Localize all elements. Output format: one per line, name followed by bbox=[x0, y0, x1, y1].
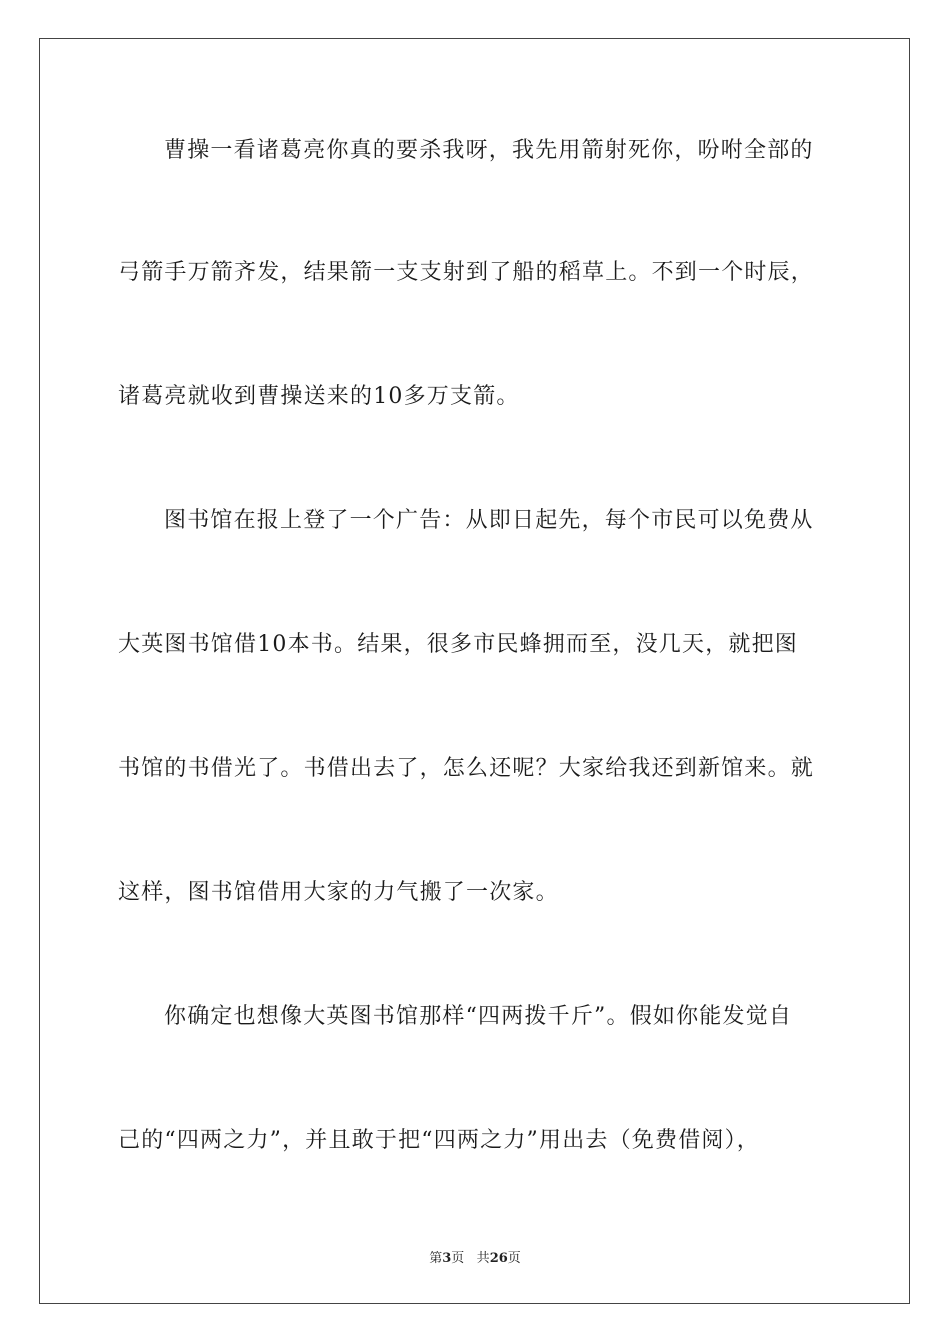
paragraph-3-line-1: 你确定也想像大英图书馆那样“四两拨千斤”。假如你能发觉自 bbox=[164, 1004, 793, 1029]
page-footer bbox=[0, 1247, 950, 1266]
footer-total-prefix: 共 bbox=[476, 1251, 490, 1266]
footer-page-current: 3 bbox=[442, 1251, 452, 1266]
paragraph-1-line-1: 曹操一看诸葛亮你真的要杀我呀，我先用箭射死你，吩咐全部的 bbox=[164, 138, 814, 163]
paragraph-2-line-4: 这样，图书馆借用大家的力气搬了一次家。 bbox=[118, 880, 559, 905]
paragraph-1-line-2: 弓箭手万箭齐发，结果箭一支支射到了船的稻草上。不到一个时辰， bbox=[118, 260, 815, 285]
paragraph-2-line-1: 图书馆在报上登了一个广告：从即日起先，每个市民可以免费从 bbox=[164, 508, 814, 533]
paragraph-2-line-3: 书馆的书借光了。书借出去了，怎么还呢？大家给我还到新馆来。就 bbox=[118, 756, 815, 781]
page-border bbox=[39, 38, 910, 1304]
paragraph-3-line-2: 己的“四两之力”，并且敢于把“四两之力”用出去（免费借阅）， bbox=[118, 1128, 760, 1153]
footer-page-suffix: 页 bbox=[451, 1251, 465, 1266]
footer-page-prefix: 第 bbox=[429, 1251, 443, 1266]
paragraph-2-line-2: 大英图书馆借10本书。结果，很多市民蜂拥而至，没几天，就把图 bbox=[118, 632, 798, 657]
paragraph-1-line-3: 诸葛亮就收到曹操送来的10多万支箭。 bbox=[118, 384, 520, 409]
footer-page-total: 26 bbox=[489, 1251, 508, 1266]
footer-total-suffix: 页 bbox=[507, 1251, 521, 1266]
